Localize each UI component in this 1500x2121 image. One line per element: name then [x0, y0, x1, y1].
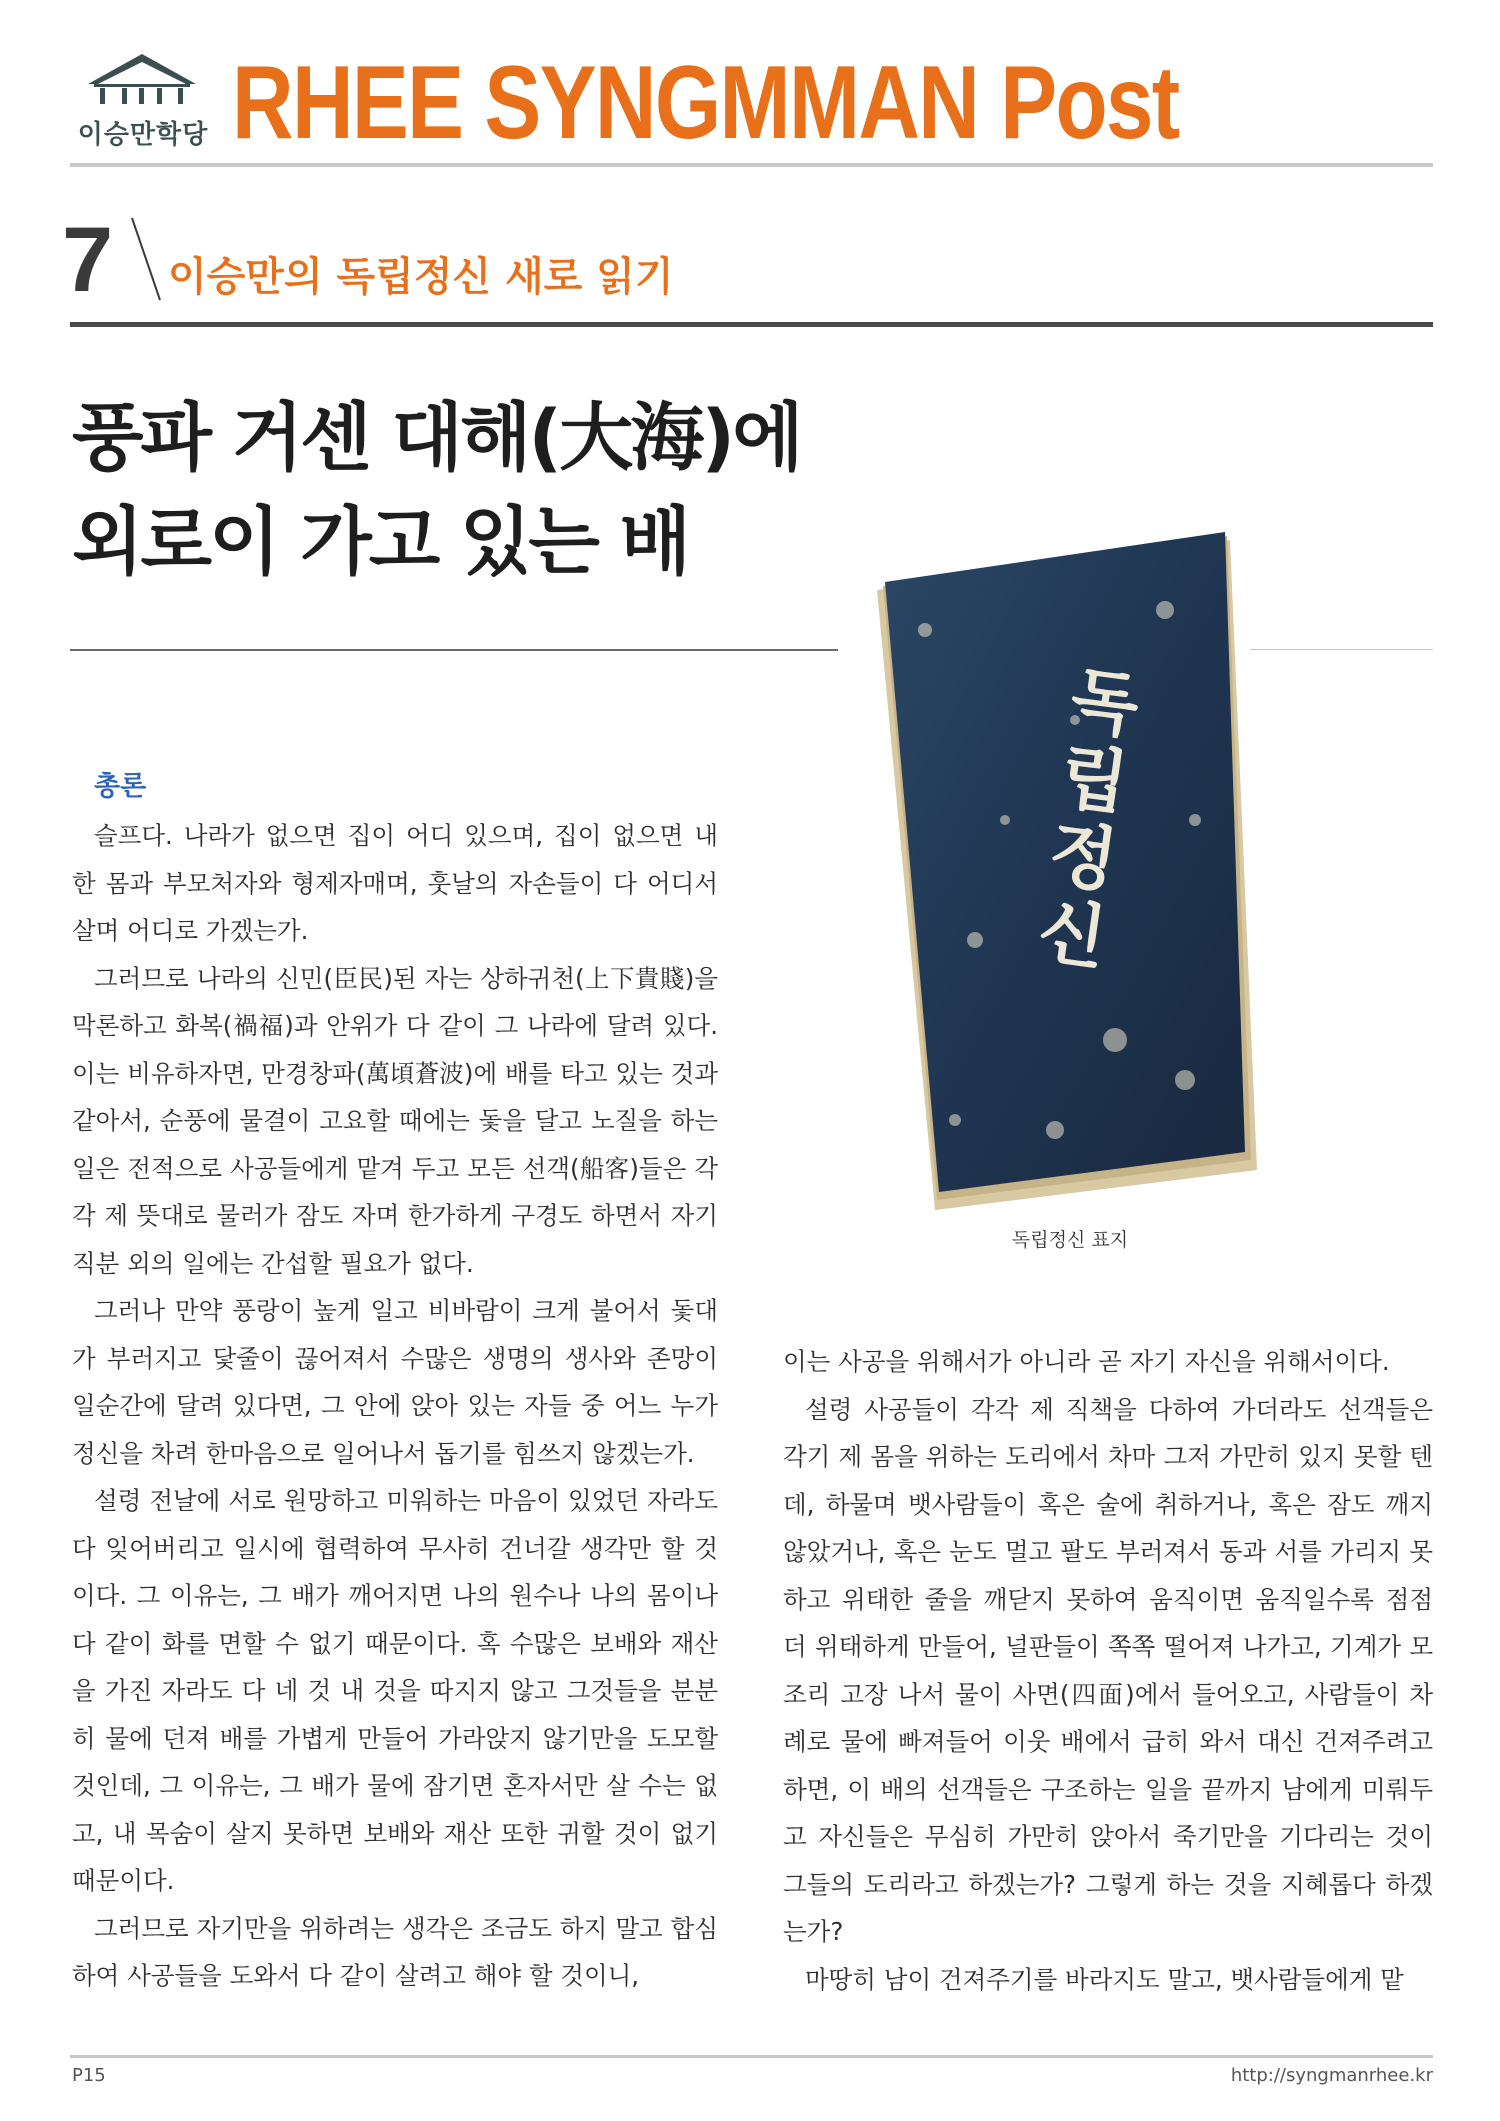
body-column-right: [783, 1338, 1433, 2003]
section-divider: [70, 322, 1433, 327]
section-number: 7: [62, 209, 114, 311]
paragraph: 그러나 만약 풍랑이 높게 일고 비바람이 크게 불어서 돛대가 부러지고 닻줄이 끊어져서 수많은 생명의 생사와 존망이 일순간에 달려 있다면, 그 안에 앉아 있는 자들 중 어느 누가 정신을 차려 한마음으로 일어나서 돕기를 힘쓰지 않겠는가.: [72, 1296, 718, 1468]
image-caption: 독립정신 표지: [1011, 1229, 1129, 1251]
header-divider: [70, 163, 1433, 167]
body-column-left: [72, 812, 718, 2000]
subheading: 총론: [94, 771, 147, 802]
paragraph: 그러므로 나라의 신민(臣民)된 자는 상하귀천(上下貴賤)을 막론하고 화복(禍福)과 안위가 다 같이 그 나라에 달려 있다. 이는 비유하자면, 만경창파(萬頃蒼波)에 배를 타고 있는 것과 같아서, 순풍에 물결이 고요할 때에는 돛을 달고 노질을 하는 일은 전적으로 사공들에게 맡겨 두고 모든 선객(船客)들은 각각 제 뜻대로 물러가 잠도 자며 한가하게 구경도 하면서 자기 직분 외의 일에는 간섭할 필요가 없다.: [72, 963, 718, 1278]
house-logo-icon: [86, 50, 198, 112]
paragraph: 그러므로 자기만을 위하려는 생각은 조금도 하지 말고 합심하여 사공들을 도와서 다 같이 살려고 해야 할 것이니,: [72, 1913, 718, 1990]
paragraph: 슬프다. 나라가 없으면 집이 어디 있으며, 집이 없으면 내 한 몸과 부모처자와 형제자매며, 훗날의 자손들이 다 어디서 살며 어디로 가겠는가.: [72, 821, 718, 945]
logo-text: 이승만학당: [77, 120, 209, 150]
headline-line: 풍파 거센 대해(大海)에: [72, 395, 801, 481]
headline-divider-right: [1250, 649, 1433, 650]
headline-line: 외로이 가고 있는 배: [72, 499, 689, 585]
page-number: P15: [72, 2065, 106, 2086]
book-cover-photo: [865, 520, 1260, 1210]
headline-divider: [70, 649, 838, 651]
paragraph: 마땅히 남이 건져주기를 바라지도 말고, 뱃사람들에게 맡: [805, 1964, 1404, 1994]
section-slash-icon: [126, 214, 166, 304]
publication-title: RHEE SYNGMMAN Post: [232, 45, 1179, 161]
website-link[interactable]: http://syngmanrhee.kr: [1230, 2065, 1433, 2086]
footer-divider: [70, 2055, 1433, 2058]
paragraph: 설령 사공들이 각각 제 직책을 다하여 가더라도 선객들은 각기 제 몸을 위하는 도리에서 차마 그저 가만히 있지 못할 텐데, 하물며 뱃사람들이 혹은 술에 취하거나, 혹은 잠도 깨지 않았거나, 혹은 눈도 멀고 팔도 부러져서 동과 서를 가리지 못하고 위태한 줄을 깨닫지 못하여 움직이면 움직일수록 점점 더 위태하게 만들어, 널판들이 쪽쪽 떨어져 나가고, 기계가 모조리 고장 나서 물이 사면(四面)에서 들어오고, 사람들이 차례로 물에 빠져들어 이웃 배에서 급히 와서 대신 건져주려고 하면, 이 배의 선객들은 구조하는 일을 끝까지 남에게 미뤄두고 자신들은 무심히 가만히 앉아서 죽기만을 기다리는 것이 그들의 도리라고 하겠는가? 그렇게 하는 것을 지혜롭다 하겠는가?: [783, 1394, 1433, 1946]
article-headline: [72, 386, 801, 594]
logo: [68, 50, 218, 150]
cover-title-text: 독립정신: [1020, 659, 1147, 980]
paragraph: 이는 사공을 위해서가 아니라 곧 자기 자신을 위해서이다.: [783, 1347, 1390, 1376]
section-title: 이승만의 독립정신 새로 읽기: [168, 254, 674, 300]
paragraph: 설령 전날에 서로 원망하고 미워하는 마음이 있었던 자라도 다 잊어버리고 일시에 협력하여 무사히 건너갈 생각만 할 것이다. 그 이유는, 그 배가 깨어지면 나의 원수나 나의 몸이나 다 같이 화를 면할 수 없기 때문이다. 혹 수많은 보배와 재산을 가진 자라도 다 네 것 내 것을 따지지 않고 그것들을 분분히 물에 던져 배를 가볍게 만들어 가라앉지 않기만을 도모할 것인데, 그 이유는, 그 배가 물에 잠기면 혼자서만 살 수는 없고, 내 목숨이 살지 못하면 보배와 재산 또한 귀할 것이 없기 때문이다.: [72, 1486, 718, 1895]
